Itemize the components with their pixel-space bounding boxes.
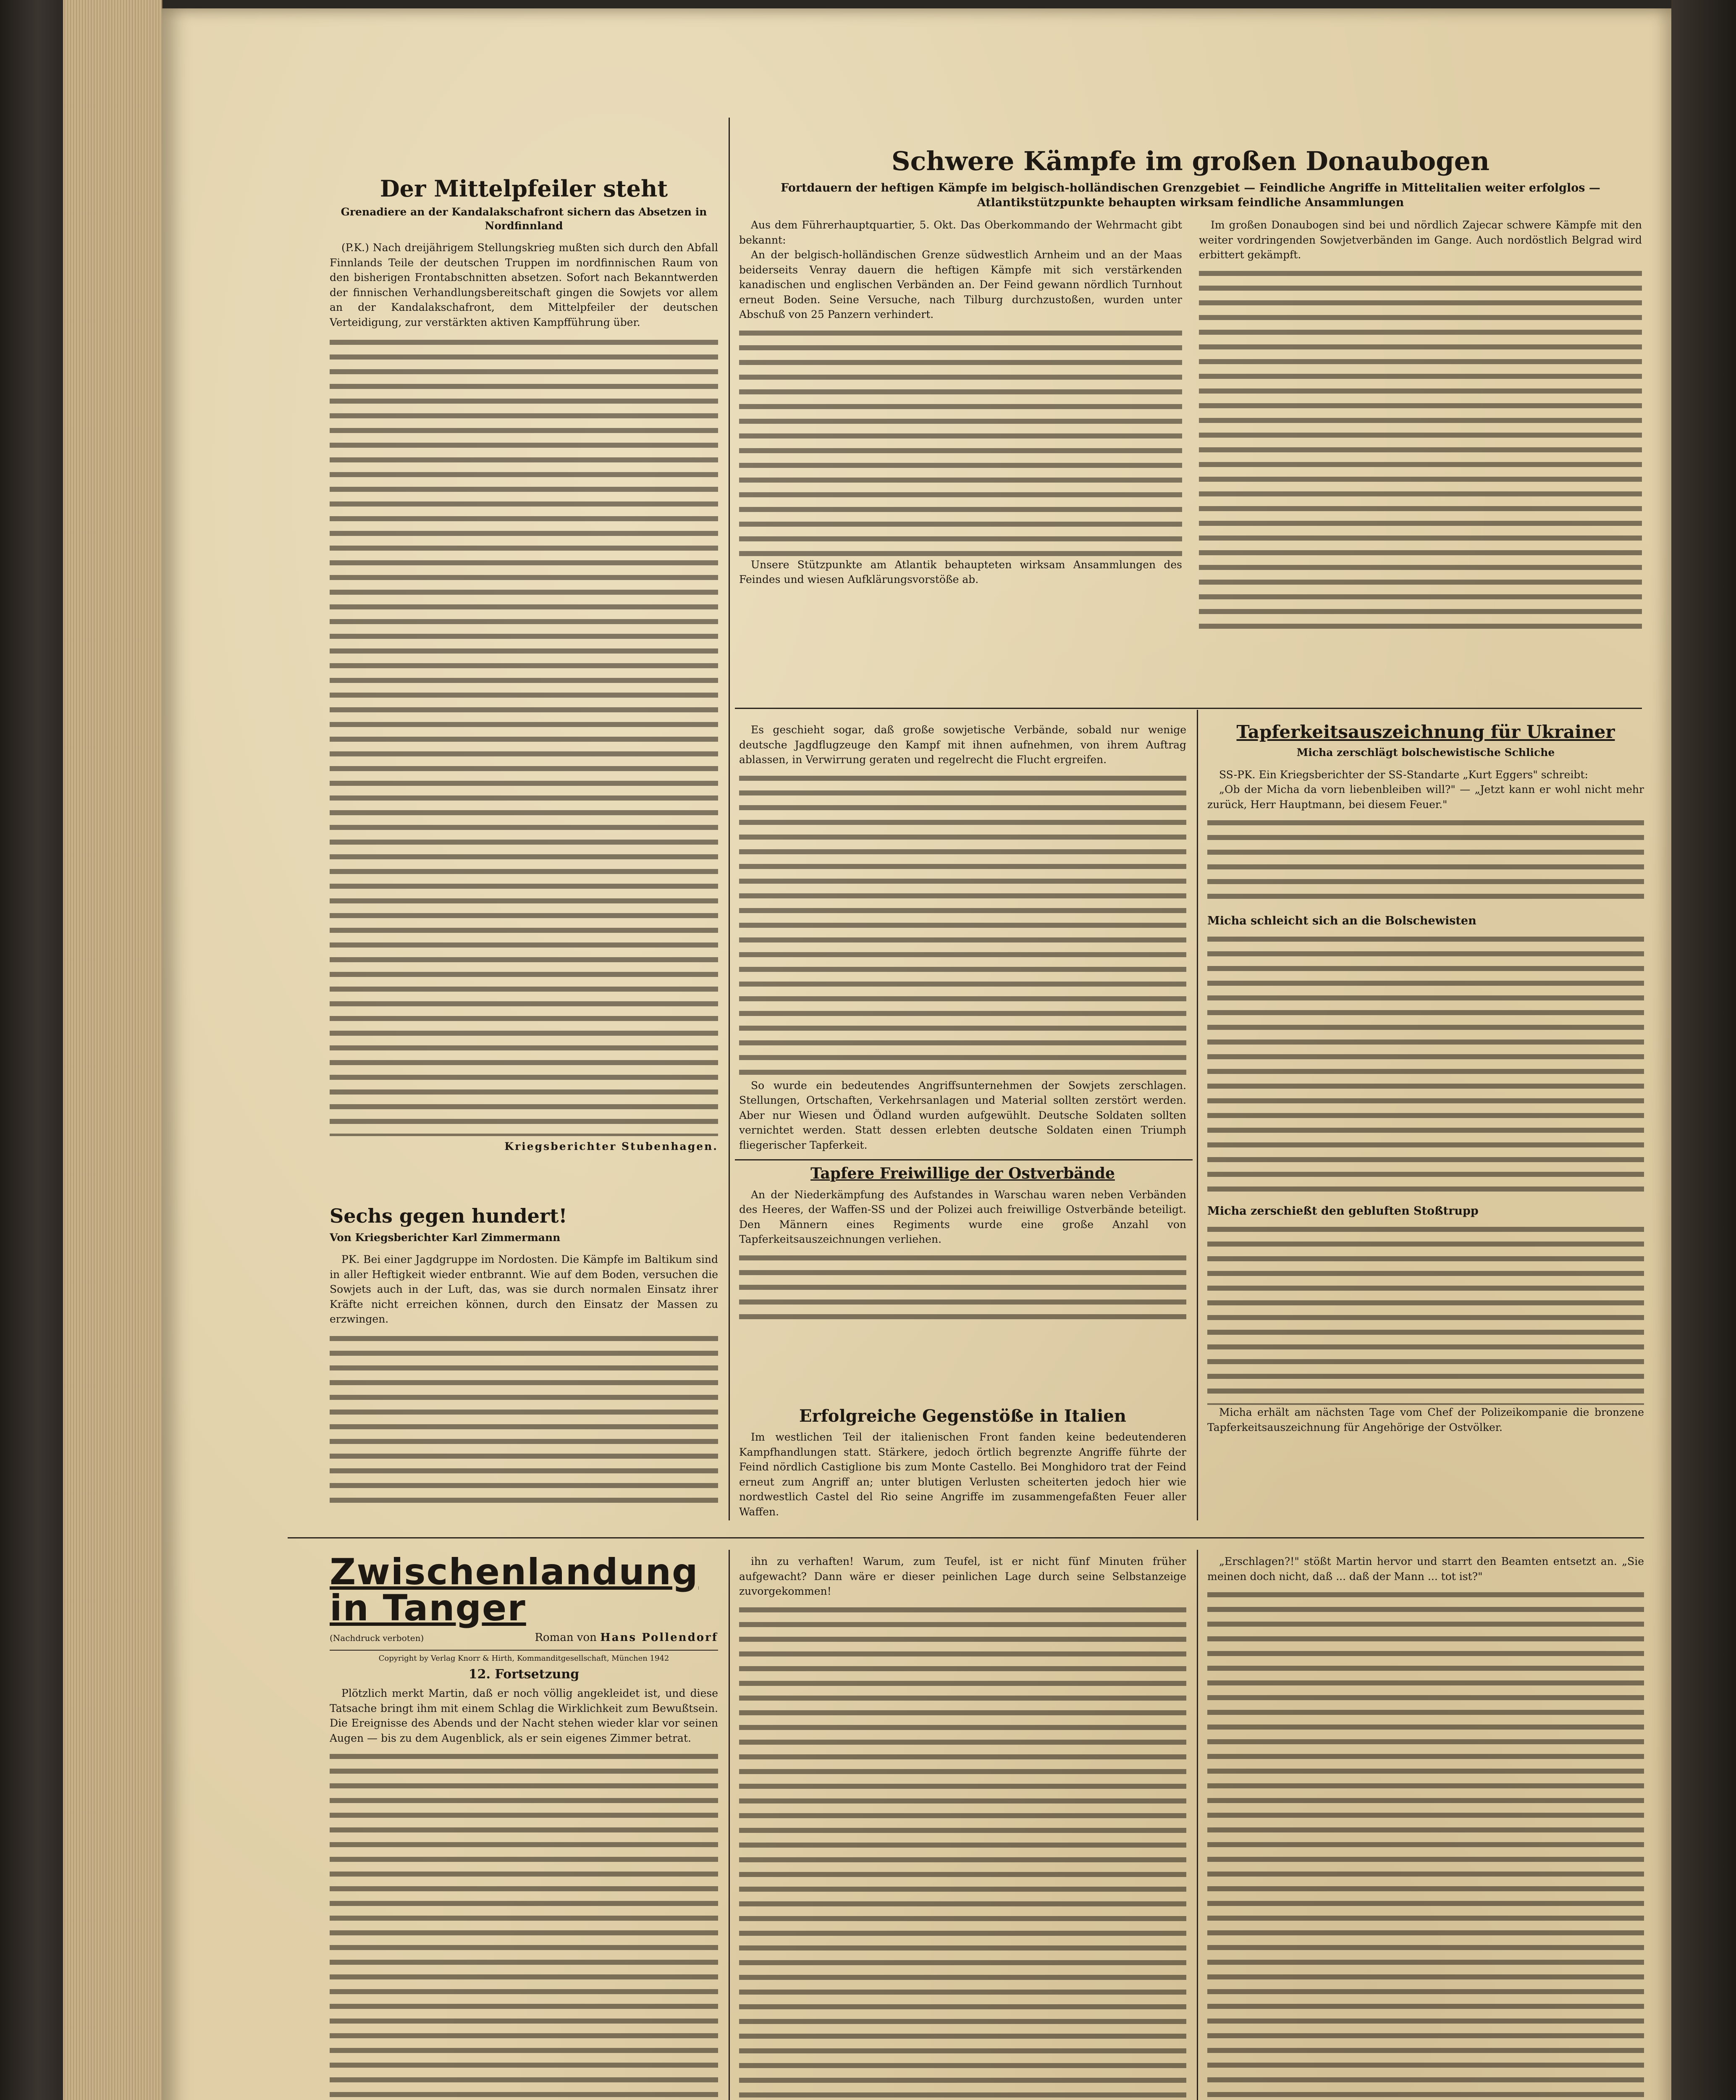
article-headline: Erfolgreiche Gegenstöße in Italien [799,1407,1126,1426]
book-binding [0,0,63,2100]
text-column-body [1207,1220,1644,1405]
text-column-body [330,330,718,1136]
article-paragraph: „Ob der Micha da vorn liebenbleiben will?" — „Jetzt kann er wohl nicht mehr zurück, Herr Hauptmann, bei diesem Feuer." [1207,783,1644,811]
text-column-body [739,1599,1186,2100]
article-headline: Der Mittelpfeiler steht [380,176,668,202]
article-sechs-gegen-hundert [330,1205,718,1525]
article-lead: Aus dem Führerhauptquartier, 5. Okt. Das Oberkommando der Wehrmacht gibt bekannt: [739,219,1182,246]
novel-column-1 [330,1554,718,2100]
column-rule [1197,1550,1198,2100]
text-column-body [1207,930,1644,1199]
article-headline: Tapferkeitsauszeichnung für Ukrainer [1236,722,1615,742]
text-column-body [330,1327,718,1503]
article-lead: An der Niederkämpfung des Aufstandes in Warschau waren neben Verbänden des Heeres, der Waffen-SS und der Polizei auch freiwillige Ostverbände beteiligt. Den Männern eines Regiments wurde eine große Anzahl von Tapferkeitsauszeichnungen verliehen. [739,1188,1186,1246]
page-stack-edges [63,0,163,2100]
novel-author: Hans Pollendorf [600,1631,718,1644]
article-paragraph: Im großen Donaubogen sind bei und nördlich Zajecar schwere Kämpfe mit den weiter vordringenden Sowjetverbänden im Gange. Auch nordöstlich Belgrad wird erbittert gekämpft. [1199,219,1642,261]
article-byline: Kriegsberichter Stubenhagen. [504,1140,718,1153]
article-lead: (P.K.) Nach dreijährigem Stellungskrieg mußten sich durch den Abfall Finnlands Teile der deutschen Truppen im nordfinnischen Raum von den bisherigen Frontabschnitten absetzen. Sofort nach Bekanntwerden der finnischen Verhandlungsbereitschaft gingen die Sowjets vor allem an der Kandalakschafront, dem Mittelpfeiler der deutschen Verteidigung, zur verstärkten aktiven Kampfführung über. [330,242,718,328]
article-headline: Tapfere Freiwillige der Ostverbände [810,1166,1115,1182]
text-column-body [739,322,1182,557]
novel-author-line [535,1631,718,1644]
text-column-body [1199,262,1642,632]
article-lead: PK. Bei einer Jagdgruppe im Nordosten. Die Kämpfe im Baltikum sind in aller Heftigkeit wieder entbrannt. Wie auf dem Boden, versuchen die Sowjets auch in der Luft, das, was sie durch normalen Einsatz ihrer Kräfte nicht erreichen können, durch den Einsatz der Massen zu erzwingen. [330,1253,718,1326]
article-lead: SS-PK. Ein Kriegsberichter der SS-Standarte „Kurt Eggers" schreibt: [1219,768,1588,781]
article-paragraph: Micha erhält am nächsten Tage vom Chef der Polizeikompanie die bronzene Tapferkeitsauszeichnung für Angehörige der Ostvölker. [1207,1406,1644,1433]
novel-title: Zwischenlandung in Tanger [330,1554,699,1629]
article-kicker: Micha zerschlägt bolschewistische Schliche [1296,746,1555,759]
text-column-body [739,767,1186,1078]
novel-column-3 [1207,1554,1644,2100]
text-column-body [1207,812,1644,908]
novel-column-2 [739,1554,1186,2100]
novel-copyright: Copyright by Verlag Knorr & Hirth, Kommanditgesellschaft, München 1942 [330,1650,718,1663]
article-headline: Sechs gegen hundert! [330,1205,567,1227]
novel-lead: Plötzlich merkt Martin, daß er noch völlig angekleidet ist, und diese Tatsache bringt ihm mit einem Schlag die Wirklichkeit zum Bewußtsein. Die Ereignisse des Abends und der Nacht stehen wieder klar vor seinen Augen — bis zu dem Augenblick, als er sein eigenes Zimmer betrat. [330,1687,718,1744]
article-subhead: Micha zerschießt den gebluften Stoßtrupp [1207,1205,1479,1218]
article-tapfere-freiwillige [739,1166,1186,1405]
article-lead: Im westlichen Teil der italienischen Front fanden keine bedeutenderen Kampfhandlungen statt. Stärkere, jedoch örtlich begrenzte Angriffe führte der Feind nördlich Castiglione bis zum Monte Castello. Bei Monghidoro trat der Feind erneut zum Angriff an; unter blutigen Verlusten scheiterten jedoch hier wie nordwestlich Castel del Rio seine Angriffe im zusammengefaßten Feuer aller Waffen. [739,1431,1186,1518]
text-column-body [739,1247,1186,1327]
article-subhead: Micha schleicht sich an die Bolschewisten [1207,914,1476,928]
column-rule [1197,710,1198,1520]
novel-author-prefix: Roman von [535,1631,597,1644]
article-kicker: Grenadiere an der Kandalakschafront sichern das Absetzen in Nordfinnland [341,206,707,232]
article-paragraph: An der belgisch-holländischen Grenze südwestlich Arnheim und an der Maas beiderseits Venray dauern die heftigen Kämpfe mit sich verstärkenden kanadischen und englischen Verbänden an. Der Feind gewann nördlich Turnhout erneut Boden. Seine Versuche, nach Tilburg durchzustoßen, wurden unter Abschuß von 25 Panzern verhindert. [739,249,1182,321]
column-rule [729,118,730,1520]
novel-rights-note: (Nachdruck verboten) [330,1633,424,1643]
article-paragraph: So wurde ein bedeutendes Angriffsunternehmen der Sowjets zerschlagen. Stellungen, Ortschaften, Verkehrsanlagen und Material sollten zerstört werden. Aber nur Wiesen und Ödland wurden aufgewühlt. Deutsche Soldaten sollten vernichtet werden. Statt dessen erlebten deutsche Soldaten einen Triumph fliegerischer Tapferkeit. [739,1079,1186,1151]
novel-paragraph: „Erschlagen?!" stößt Martin hervor und starrt den Beamten entsetzt an. „Sie meinen doch nicht, daß ... daß der Mann ... tot ist?" [1207,1555,1644,1583]
newspaper-page [162,8,1671,2100]
article-byline: Von Kriegsberichter Karl Zimmermann [330,1231,561,1244]
right-dark-edge [1671,0,1736,2100]
article-sowjet-verbaende [739,722,1186,1155]
article-ukrainer [1207,722,1644,1529]
novel-paragraph: ihn zu verhaften! Warum, zum Teufel, ist er nicht fünf Minuten früher aufgewacht? Dann wäre er dieser peinlichen Lage durch seine Selbstanzeige zuvorgekommen! [739,1555,1186,1597]
section-rule [735,1159,1193,1160]
article-paragraph: Unsere Stützpunkte am Atlantik behaupteten wirksam Ansammlungen des Feindes und wiesen Aufklärungsvorstöße ab. [739,558,1182,586]
article-lead: Es geschieht sogar, daß große sowjetische Verbände, sobald nur wenige deutsche Jagdflugzeuge den Kampf mit ihnen aufnehmen, von ihrem Auftrag ablassen, in Verwirrung geraten und regelrecht die Flucht ergreifen. [739,724,1186,766]
article-donaubogen [739,147,1642,701]
article-italien [739,1407,1186,1533]
article-kicker: Fortdauern der heftigen Kämpfe im belgisch-holländischen Grenzgebiet — Feindliche Angriffe in Mittelitalien weiter erfolglos — Atlantikstützpunkte behaupten wirksam feindliche Ansammlungen [781,181,1600,210]
column-rule [729,1550,730,2100]
text-column-body [330,1746,718,2100]
text-column-body [1207,1584,1644,2100]
novel-part-number: 12. Fortsetzung [468,1667,580,1682]
article-mittelpfeiler [330,176,718,1184]
section-rule [735,708,1642,709]
article-headline: Schwere Kämpfe im großen Donaubogen [891,147,1490,176]
section-rule [288,1537,1644,1538]
